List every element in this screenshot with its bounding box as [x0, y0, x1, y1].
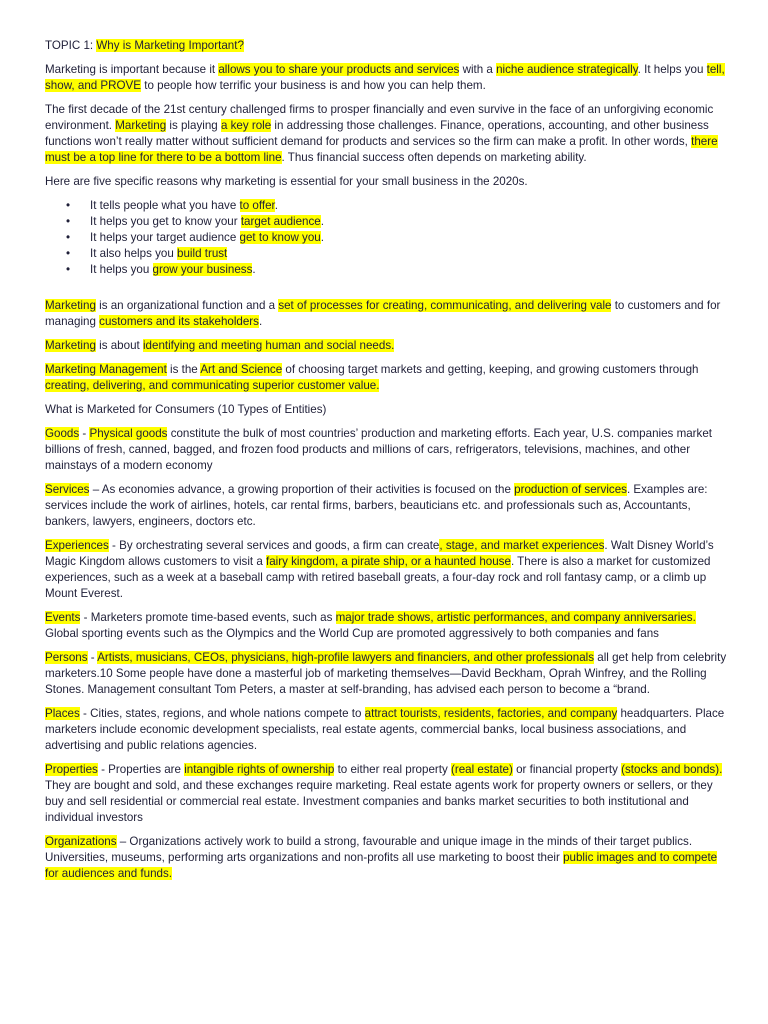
text-segment: is about [95, 339, 143, 352]
list-item-text [90, 247, 227, 260]
text-segment: - [79, 427, 90, 440]
text-segment: It tells people what you have [90, 199, 240, 212]
text-segment: . Examples are: services include the work of airlines, hotels, car rental firms, barbers, beauticians etc. and professionals such as, Accountants, bankers, lawyers, engineers, doctors etc. [45, 483, 708, 528]
highlighted-text: allows you to share your products and services [218, 63, 460, 76]
text-segment: – As economies advance, a growing proportion of their activities is focused on the [89, 483, 515, 496]
highlighted-text: Persons [45, 651, 88, 664]
highlighted-text: intangible rights of ownership [184, 763, 335, 776]
paragraph-events [45, 610, 728, 642]
text-segment: Global sporting events such as the Olympics and the World Cup are promoted aggressively to both companies and fans [45, 627, 659, 640]
paragraph-goods [45, 426, 728, 474]
text-segment: is the [166, 363, 201, 376]
text-segment: - Properties are [97, 763, 185, 776]
list-item-text [90, 263, 256, 276]
text-segment: . [258, 315, 263, 328]
highlighted-text: fairy kingdom, a pirate ship, or a haunted house [266, 555, 511, 568]
highlighted-text: production of services [514, 483, 627, 496]
highlighted-text: Marketing Management [45, 363, 167, 376]
text-segment: – Organizations actively work to build a strong, favourable and unique image in the minds of their target publics. Universities, museums, performing arts organizations and non-profits all use marketing to boost their [45, 835, 693, 864]
highlighted-text: Physical goods [89, 427, 168, 440]
highlighted-text: Places [45, 707, 80, 720]
paragraph-first-decade [45, 102, 728, 166]
list-item [66, 262, 728, 278]
text-segment: . Thus financial success often depends on marketing ability. [281, 151, 587, 164]
bullet-icon: • [66, 231, 71, 244]
highlighted-text: Marketing [45, 339, 96, 352]
text-segment: of choosing target markets and getting, keeping, and growing customers through [282, 363, 699, 376]
paragraph-services [45, 482, 728, 530]
paragraph-experiences [45, 538, 728, 602]
highlighted-text: Goods [45, 427, 80, 440]
highlighted-text: Organizations [45, 835, 117, 848]
text-segment: It helps you get to know your [90, 215, 241, 228]
text-segment: . There is also a market for customized experiences, such as a week at a baseball camp with retired baseball greats, a four-day rock and roll fantasy camp, or a climb up Mount Everest. [45, 555, 711, 600]
highlighted-text: get to know you [239, 231, 321, 244]
highlighted-text: grow your business [152, 263, 253, 276]
text-segment: to customers and for managing [45, 299, 721, 328]
text-segment: . [320, 231, 324, 244]
highlighted-text: , stage, and market experiences [439, 539, 605, 552]
highlighted-text: (stocks and bonds). [621, 763, 723, 776]
bullet-icon: • [66, 215, 71, 228]
reasons-list [45, 198, 728, 278]
highlighted-text: customers and its stakeholders [99, 315, 259, 328]
text-segment: The first decade of the 21st century challenged firms to prosper financially and even survive in the face of an unforgiving economic environment. [45, 103, 714, 132]
paragraph-marketing-definition [45, 298, 728, 330]
highlighted-text: Art and Science [200, 363, 283, 376]
text-segment: . [274, 199, 279, 212]
text-segment: or financial property [512, 763, 622, 776]
highlighted-text: major trade shows, artistic performances, and company anniversaries. [335, 611, 696, 624]
highlighted-text: target audience [240, 215, 321, 228]
highlighted-text: Marketing [115, 119, 167, 132]
list-item [66, 246, 728, 262]
list-item [66, 198, 728, 214]
text-segment: is playing [166, 119, 221, 132]
highlighted-text: tell, show, and PROVE [45, 63, 725, 92]
list-item [66, 230, 728, 246]
text-segment: - Marketers promote time-based events, such as [80, 611, 336, 624]
text-segment: What is Marketed for Consumers (10 Types of Entities) [45, 403, 327, 416]
highlighted-text: Events [45, 611, 81, 624]
topic-title: Why is Marketing Important? [96, 39, 244, 52]
paragraph-marketing-management [45, 362, 728, 394]
text-segment: headquarters. Place marketers include economic development specialists, real estate agents, commercial banks, local business associations, and advertising and public relations agencies. [45, 707, 725, 752]
highlighted-text: Services [45, 483, 90, 496]
text-segment: It also helps you [90, 247, 178, 260]
highlighted-text: a key role [220, 119, 272, 132]
list-item-text [90, 231, 324, 244]
text-segment: to either real property [334, 763, 451, 776]
highlighted-text: (real estate) [451, 763, 513, 776]
bullet-icon: • [66, 247, 71, 260]
text-segment: Marketing is important because it [45, 63, 219, 76]
highlighted-text: public images and to compete for audiences and funds. [45, 851, 718, 880]
text-segment: . [252, 263, 256, 276]
text-segment: - By orchestrating several services and goods, a firm can create [108, 539, 440, 552]
paragraph-intro [45, 62, 728, 94]
text-segment: . [320, 215, 324, 228]
text-segment: . Walt Disney World’s Magic Kingdom allows customers to visit a [45, 539, 714, 568]
paragraph-entities-heading [45, 402, 728, 418]
topic-heading [45, 38, 728, 54]
list-item-text [90, 215, 324, 228]
text-segment: It helps you [90, 263, 153, 276]
text-segment: They are bought and sold, and these exchanges require marketing. Real estate agents work for property owners or sellers, or they buy and sell residential or commercial real estate. Investment companies and banks market securities to both institutional and individual investors [45, 779, 713, 824]
text-segment: is an organizational function and a [95, 299, 279, 312]
topic-prefix: TOPIC 1: [45, 39, 97, 52]
highlighted-text: set of processes for creating, communicating, and delivering vale [278, 299, 612, 312]
highlighted-text: to offer [239, 199, 275, 212]
highlighted-text: Experiences [45, 539, 109, 552]
text-segment: - Cities, states, regions, and whole nations compete to [79, 707, 365, 720]
text-segment: - [87, 651, 98, 664]
highlighted-text: Marketing [45, 299, 96, 312]
list-item-text [90, 199, 278, 212]
highlighted-text: niche audience strategically [496, 63, 638, 76]
text-segment: constitute the bulk of most countries’ production and marketing efforts. Each year, U.S. companies market billions of fresh, canned, bagged, and frozen food products and millions of cars, refrigerators, televisions, machines, and other mainstays of a modern economy [45, 427, 713, 472]
text-segment: Here are five specific reasons why marketing is essential for your small business in the 2020s. [45, 175, 528, 188]
highlighted-text: creating, delivering, and communicating superior customer value. [45, 379, 380, 392]
paragraph-five-reasons [45, 174, 728, 190]
text-segment: all get help from celebrity marketers.10 Some people have done a masterful job of marketing themselves—David Beckham, Oprah Winfrey, and the Rolling Stones. Management consultant Tom Peters, a master at self-branding, has advised each person to become a “brand. [45, 651, 727, 696]
bullet-icon: • [66, 199, 71, 212]
highlighted-text: Artists, musicians, CEOs, physicians, high-profile lawyers and financiers, and other professionals [97, 651, 595, 664]
paragraph-properties [45, 762, 728, 826]
text-segment: It helps your target audience [90, 231, 240, 244]
highlighted-text: attract tourists, residents, factories, and company [364, 707, 618, 720]
bullet-icon: • [66, 263, 71, 276]
paragraph-marketing-needs [45, 338, 728, 354]
text-segment: in addressing those challenges. Finance, operations, accounting, and other business functions won’t really matter without sufficient demand for products and services so the firm can make a profit. In other words, [45, 119, 709, 148]
highlighted-text: build trust [177, 247, 228, 260]
highlighted-text: there must be a top line for there to be a bottom line [45, 135, 718, 164]
highlighted-text: identifying and meeting human and social needs. [142, 339, 395, 352]
text-segment: with a [459, 63, 497, 76]
highlighted-text: Properties [45, 763, 98, 776]
text-segment: . It helps you [637, 63, 707, 76]
paragraph-persons [45, 650, 728, 698]
list-item [66, 214, 728, 230]
text-segment: to people how terrific your business is and how you can help them. [141, 79, 486, 92]
paragraph-organizations [45, 834, 728, 882]
paragraph-places [45, 706, 728, 754]
